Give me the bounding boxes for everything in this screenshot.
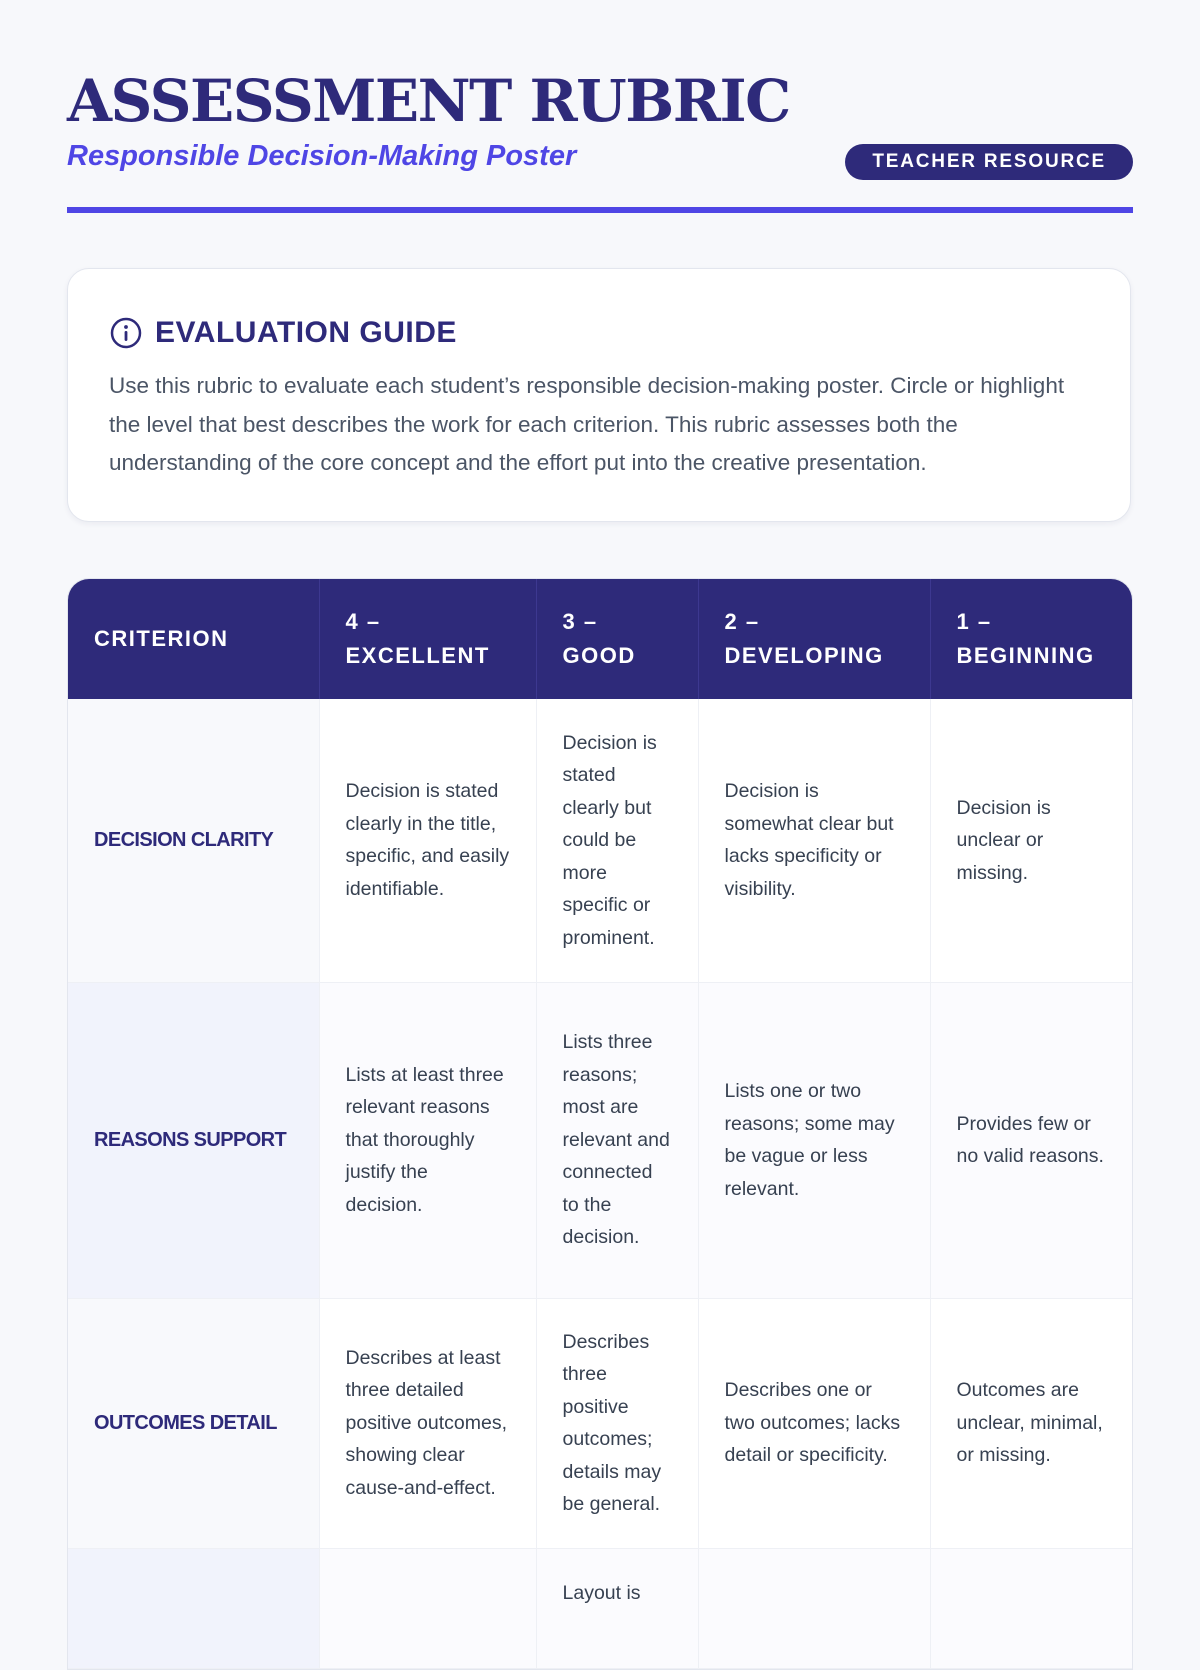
page-title: ASSESSMENT RUBRIC: [67, 67, 790, 135]
evaluation-guide-header: [109, 313, 457, 353]
table-row: [68, 1298, 1132, 1548]
rubric-cell[interactable]: Decision is stated clearly but could be more specific or prominent.: [536, 699, 698, 982]
evaluation-guide-text: Use this rubric to evaluate each student’s responsible decision-making poster. Circle or highlight the level that best describes the work for each criterion. This rubric assesses both the understanding of the core concept and the effort put into the creative presentation.: [109, 373, 1065, 475]
rubric-cell[interactable]: Lists one or two reasons; some may be vague or less relevant.: [698, 982, 930, 1298]
rubric-cell[interactable]: Decision is somewhat clear but lacks specificity or visibility.: [698, 699, 930, 982]
rubric-cell[interactable]: Describes three positive outcomes; details may be general.: [536, 1298, 698, 1548]
evaluation-guide-title: EVALUATION GUIDE: [155, 316, 457, 349]
criterion-cell: REASONS SUPPORT: [68, 982, 319, 1298]
rubric-cell[interactable]: Lists three reasons; most are relevant and connected to the decision.: [536, 982, 698, 1298]
rubric-cell[interactable]: Layout is: [536, 1548, 698, 1668]
header-good: 3 – GOOD: [536, 579, 698, 699]
header-criterion: CRITERION: [68, 579, 319, 699]
rubric-table: [68, 579, 1132, 1669]
rubric-cell[interactable]: Decision is unclear or missing.: [930, 699, 1132, 982]
header-divider: [67, 207, 1133, 213]
rubric-cell[interactable]: Provides few or no valid reasons.: [930, 982, 1132, 1298]
rubric-cell[interactable]: [698, 1548, 930, 1668]
rubric-header-row: [68, 579, 1132, 699]
header-developing: 2 – DEVELOPING: [698, 579, 930, 699]
evaluation-guide-card: [67, 268, 1131, 522]
rubric-cell[interactable]: Lists at least three relevant reasons that thoroughly justify the decision.: [319, 982, 536, 1298]
rubric-cell[interactable]: Describes one or two outcomes; lacks detail or specificity.: [698, 1298, 930, 1548]
teacher-resource-badge: TEACHER RESOURCE: [845, 144, 1133, 180]
table-row: [68, 699, 1132, 982]
rubric-cell[interactable]: Decision is stated clearly in the title, specific, and easily identifiable.: [319, 699, 536, 982]
table-row: [68, 1548, 1132, 1668]
rubric-cell[interactable]: [930, 1548, 1132, 1668]
criterion-cell: [68, 1548, 319, 1668]
header-beginning: 1 – BEGINNING: [930, 579, 1132, 699]
rubric-cell[interactable]: [319, 1548, 536, 1668]
criterion-cell: DECISION CLARITY: [68, 699, 319, 982]
rubric-cell[interactable]: Outcomes are unclear, minimal, or missing.: [930, 1298, 1132, 1548]
criterion-cell: OUTCOMES DETAIL: [68, 1298, 319, 1548]
rubric-table-container: [67, 578, 1133, 1670]
header-excellent: 4 – EXCELLENT: [319, 579, 536, 699]
table-row: [68, 982, 1132, 1298]
rubric-cell[interactable]: Describes at least three detailed positive outcomes, showing clear cause-and-effect.: [319, 1298, 536, 1548]
info-circle-icon: [109, 316, 143, 350]
page-subtitle: Responsible Decision-Making Poster: [67, 140, 577, 172]
